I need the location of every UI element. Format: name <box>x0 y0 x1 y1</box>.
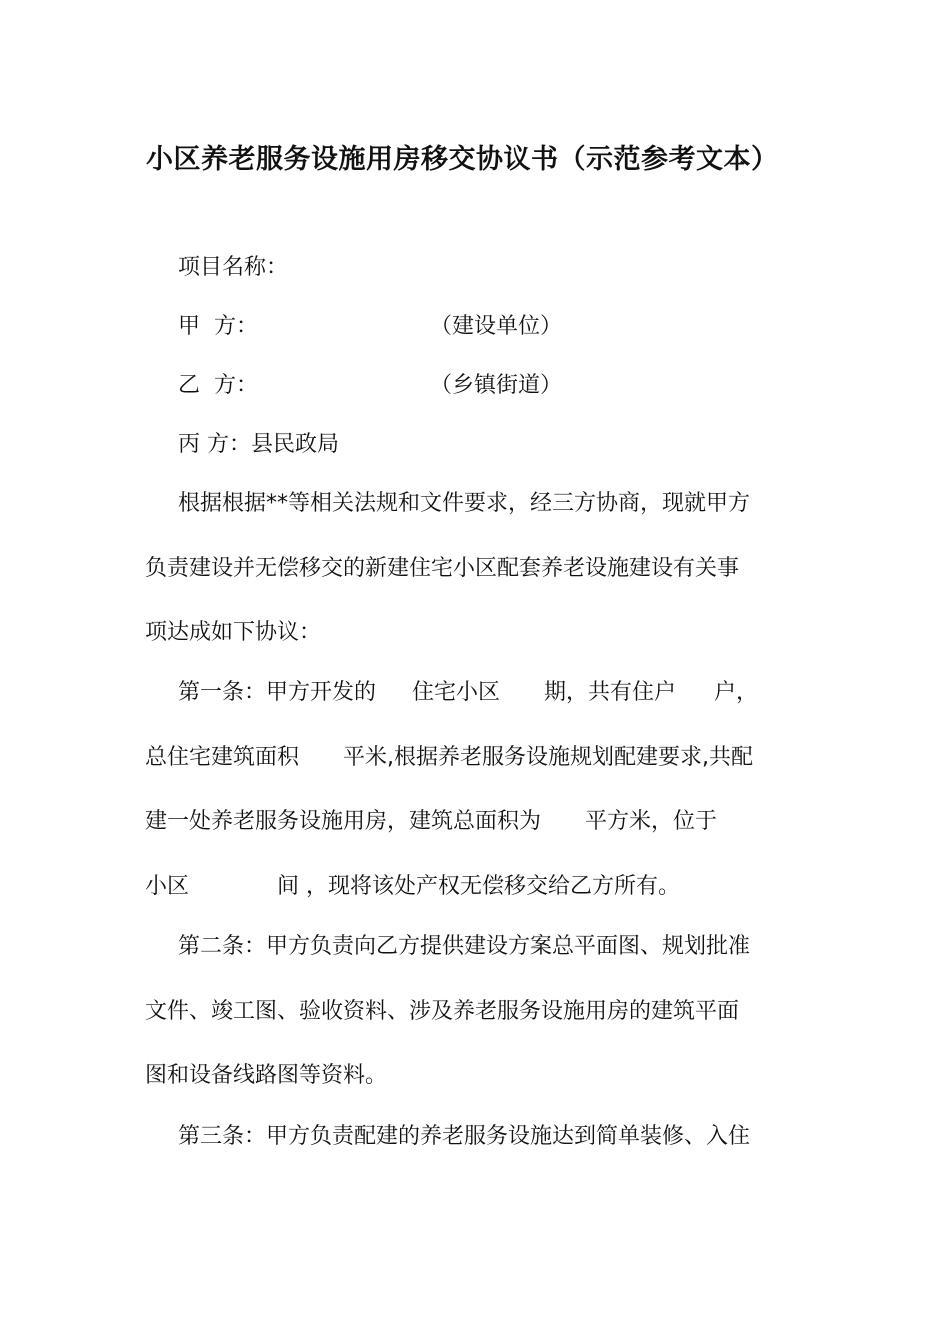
article2-line-2: 文件、竣工图、验收资料、涉及养老服务设施用房的建筑平面 <box>145 999 740 1024</box>
article1-line-3 <box>145 806 717 838</box>
article1-line-4 <box>145 871 680 903</box>
article1-text: 小区 <box>145 874 190 899</box>
party-a-label: 甲 方： <box>178 314 258 339</box>
article1-text: 平米,根据养老服务设施规划配建要求,共配 <box>343 745 754 770</box>
article1-text: 期，共有住户 <box>544 680 677 705</box>
article1-text: 户， <box>714 680 759 705</box>
party-a-line <box>178 311 562 343</box>
party-b-note: （乡镇街道） <box>430 373 563 398</box>
article1-text: 住宅小区 <box>412 680 501 705</box>
article1-text: 总住宅建筑面积 <box>145 745 300 770</box>
article1-text: 间 ，现将该处产权无偿移交给乙方所有。 <box>277 874 681 899</box>
article1-text: 第一条：甲方开发的 <box>178 680 377 705</box>
party-c-line: 丙 方：县民政局 <box>178 432 339 457</box>
party-b-label: 乙 方： <box>178 373 258 398</box>
document-title: 小区养老服务设施用房移交协议书（示范参考文本） <box>146 144 779 175</box>
article2-line-3: 图和设备线路图等资料。 <box>145 1063 388 1088</box>
article3-line-1: 第三条：甲方负责配建的养老服务设施达到简单装修、入住 <box>178 1124 751 1149</box>
article2-line-1: 第二条：甲方负责向乙方提供建设方案总平面图、规划批准 <box>178 934 751 959</box>
preamble-line-2: 负责建设并无偿移交的新建住宅小区配套养老设施建设有关事 <box>145 556 740 581</box>
article1-line-1 <box>178 677 758 709</box>
project-name-label: 项目名称： <box>178 255 289 280</box>
party-a-note: （建设单位） <box>430 314 563 339</box>
article1-line-2 <box>145 742 753 774</box>
preamble-line-3: 项达成如下协议： <box>145 620 322 645</box>
article1-text: 建一处养老服务设施用房，建筑总面积为 <box>145 809 542 834</box>
article1-text: 平方米，位于 <box>585 809 718 834</box>
party-b-line <box>178 370 562 402</box>
preamble-line-1: 根据根据**等相关法规和文件要求，经三方协商，现就甲方 <box>178 491 751 516</box>
